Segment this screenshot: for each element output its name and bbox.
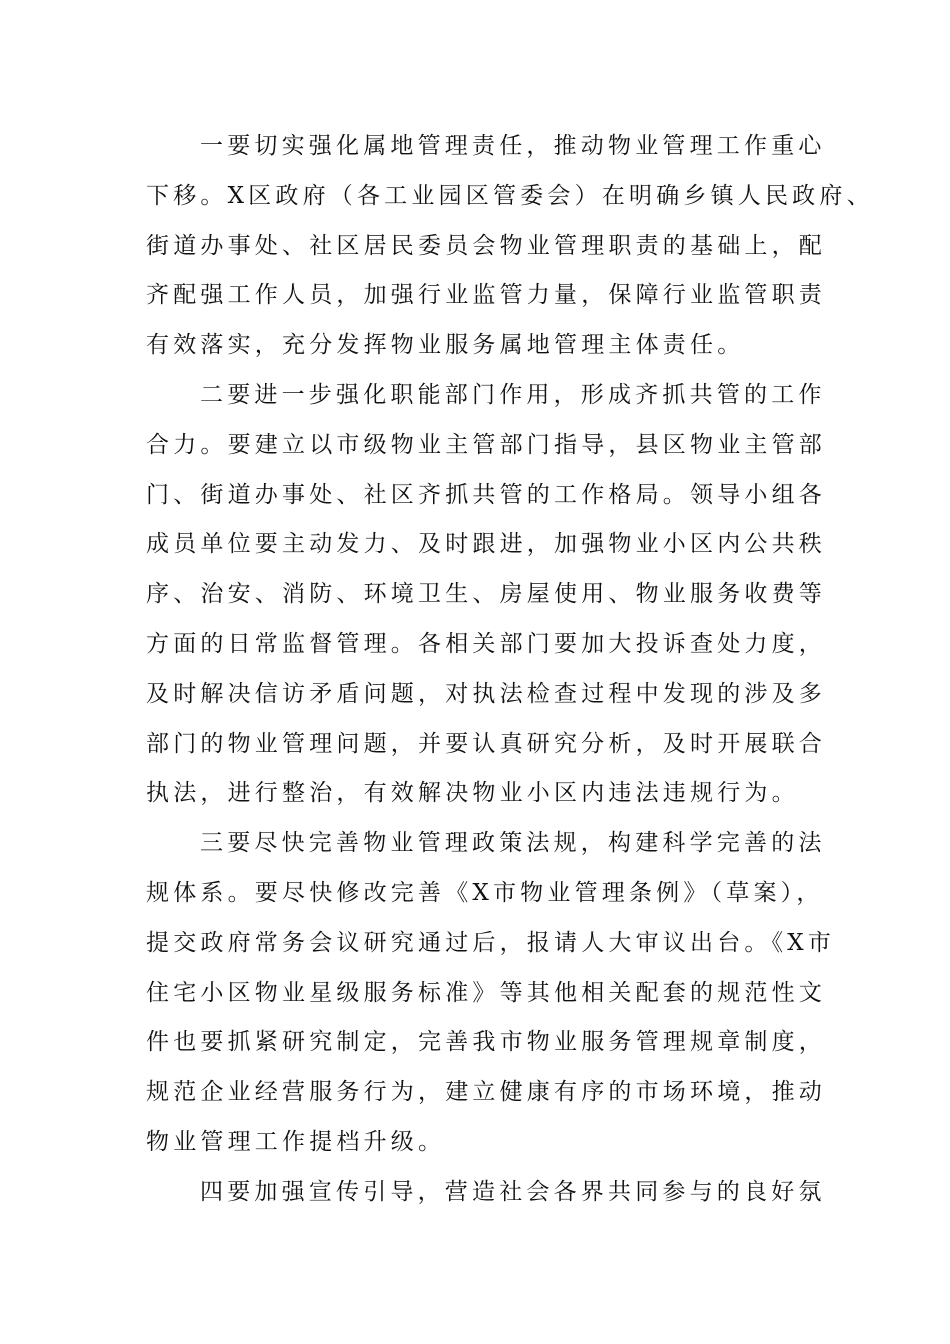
text-line: 及时解决信访矛盾问题，对执法检查过程中发现的涉及多 — [146, 680, 826, 707]
text-line: 执法，进行整治，有效解决物业小区内违法违规行为。 — [146, 780, 799, 807]
text-line: 下移。X区政府（各工业园区管委会）在明确乡镇人民政府、 — [146, 182, 874, 209]
paragraph-1 — [146, 122, 874, 371]
text-line: 部门的物业管理问题，并要认真研究分析，及时开展联合 — [146, 730, 826, 757]
text-line: 件也要抓紧研究制定，完善我市物业服务管理规章制度， — [146, 1029, 826, 1056]
paragraph-2 — [146, 371, 826, 819]
text-line: 一要切实强化属地管理责任，推动物业管理工作重心 — [200, 133, 826, 159]
text-line: 规范企业经营服务行为，建立健康有序的市场环境，推动 — [146, 1079, 826, 1106]
text-line: 序、治安、消防、环境卫生、房屋使用、物业服务收费等 — [146, 581, 826, 608]
text-line: 合力。要建立以市级物业主管部门指导，县区物业主管部 — [146, 431, 826, 458]
text-line: 住宅小区物业星级服务标准》等其他相关配套的规范性文 — [146, 979, 826, 1006]
text-line: 规体系。要尽快修改完善《X市物业管理条例》（草案）， — [146, 879, 824, 906]
text-line: 街道办事处、社区居民委员会物业管理职责的基础上，配 — [146, 232, 826, 259]
text-line: 成员单位要主动发力、及时跟进，加强物业小区内公共秩 — [146, 531, 826, 558]
text-line: 有效落实，充分发挥物业服务属地管理主体责任。 — [146, 332, 745, 359]
paragraph-3 — [146, 819, 836, 1168]
text-line: 二要进一步强化职能部门作用，形成齐抓共管的工作 — [200, 381, 826, 408]
text-line: 四要加强宣传引导，营造社会各界共同参与的良好氛 — [200, 1178, 826, 1205]
paragraph-4 — [146, 1168, 826, 1218]
text-line: 齐配强工作人员，加强行业监管力量，保障行业监管职责 — [146, 282, 826, 309]
text-line: 方面的日常监督管理。各相关部门要加大投诉查处力度， — [146, 630, 826, 657]
text-line: 提交政府常务会议研究通过后，报请人大审议出台。《X市 — [146, 929, 836, 956]
document-body — [146, 122, 874, 1218]
text-line: 门、街道办事处、社区齐抓共管的工作格局。领导小组各 — [146, 481, 826, 508]
text-line: 三要尽快完善物业管理政策法规，构建科学完善的法 — [200, 830, 826, 857]
text-line: 物业管理工作提档升级。 — [146, 1128, 446, 1155]
